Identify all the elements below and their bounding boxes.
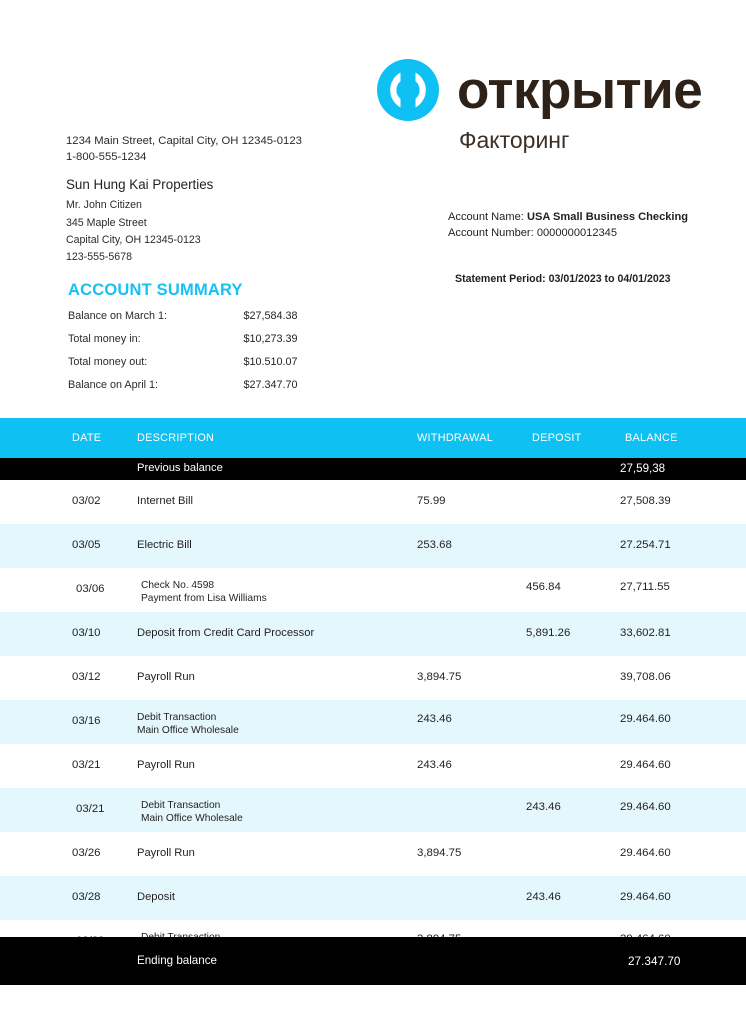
description-line-1: Deposit from Credit Card Processor [137,627,315,639]
customer-address-block [66,176,213,266]
table-row[interactable] [0,832,746,876]
cell-balance: 29.464.60 [620,891,671,903]
customer-city-state-zip: Capital City, OH 12345-0123 [66,233,201,246]
cell-withdrawal: 243.46 [417,713,452,725]
transaction-table-header [0,418,746,458]
table-row[interactable] [0,876,746,920]
cell-balance: 29.464.60 [620,801,671,813]
account-summary-title: ACCOUNT SUMMARY [68,281,243,299]
table-row[interactable] [0,656,746,700]
description-line-1: Payroll Run [137,759,195,771]
column-header-deposit: DEPOSIT [532,432,582,444]
description-line-1: Electric Bill [137,539,192,551]
cell-description [141,579,267,606]
account-summary-table [68,305,308,397]
summary-value: $10.510.07 [243,356,298,369]
ending-balance-amount: 27.347.70 [628,954,681,968]
cell-description [137,627,314,641]
cell-description [141,799,243,826]
transaction-table [0,418,746,964]
description-line-2: Main Office Wholesale [141,813,243,825]
table-row[interactable] [0,568,746,612]
cell-date: 03/05 [72,539,101,551]
description-line-1: Debit Transaction [137,712,217,723]
summary-label: Balance on April 1: [68,379,159,392]
cell-balance: 27,508.39 [620,495,671,507]
cell-balance: 27.254.71 [620,539,671,551]
cell-deposit: 456.84 [526,581,561,593]
previous-balance-row [0,458,746,480]
cell-date: 03/28 [72,891,101,903]
summary-row [68,305,308,328]
cell-date: 03/16 [72,715,101,727]
transaction-rows [0,480,746,964]
table-row[interactable] [0,700,746,744]
previous-balance-label: Previous balance [137,462,223,474]
cell-description [137,711,239,738]
table-row[interactable] [0,788,746,832]
description-line-1: Deposit [137,891,175,903]
cell-date: 03/26 [72,847,101,859]
customer-street: 345 Maple Street [66,216,147,229]
customer-contact: Mr. John Citizen [66,199,142,212]
account-name-label: Account Name: [448,211,524,223]
cell-date: 03/06 [76,583,105,595]
bank-address-line-2: 1-800-555-1234 [66,150,147,163]
cell-description [137,891,175,905]
description-line-2: Payment from Lisa Williams [141,593,267,605]
brand-logo [376,58,702,122]
cell-balance: 29.464.60 [620,713,671,725]
cell-description [137,539,192,553]
cell-withdrawal: 243.46 [417,759,452,771]
bank-address [66,134,302,165]
cell-deposit: 243.46 [526,891,561,903]
summary-value: $27.347.70 [243,379,298,392]
bank-address-line-1: 1234 Main Street, Capital City, OH 12345-0123 [66,135,302,147]
account-meta [448,210,688,242]
summary-label: Balance on March 1: [68,310,168,323]
column-header-balance: BALANCE [625,432,678,444]
table-row[interactable] [0,524,746,568]
summary-value: $27,584.38 [243,310,298,323]
cell-date: 03/02 [72,495,101,507]
account-name-value: USA Small Business Checking [526,211,689,223]
account-number-label: Account Number: [448,226,534,239]
cell-withdrawal: 75.99 [417,495,446,507]
cell-date: 03/21 [76,803,105,815]
cell-description [137,495,193,509]
account-number-value: 0000000012345 [536,226,618,239]
cell-date: 03/10 [72,627,101,639]
cell-deposit: 5,891.26 [526,627,571,639]
table-row[interactable] [0,480,746,524]
cell-balance: 39,708.06 [620,671,671,683]
previous-balance-amount: 27,59,38 [620,462,666,475]
summary-row [68,351,308,374]
brand-subtitle: Факторинг [459,127,570,153]
summary-label: Total money out: [68,356,148,369]
cell-deposit: 243.46 [526,801,561,813]
cell-balance: 29.464.60 [620,847,671,859]
column-header-withdrawal: WITHDRAWAL [417,432,494,444]
otkritie-circle-logo-icon [376,58,440,122]
cell-date: 03/21 [72,759,101,771]
account-name-row [448,210,688,226]
summary-label: Total money in: [68,333,141,346]
summary-value: $10,273.39 [243,333,298,346]
description-line-2: Main Office Wholesale [137,725,239,737]
column-header-description: DESCRIPTION [137,432,215,444]
description-line-1: Check No. 4598 [141,580,215,591]
cell-balance: 29.464.60 [620,759,671,771]
account-number-row [448,226,688,242]
description-line-1: Debit Transaction [141,800,221,811]
table-row[interactable] [0,744,746,788]
cell-description [137,759,195,773]
ending-balance-row [0,937,746,985]
table-row[interactable] [0,612,746,656]
column-header-date: DATE [72,432,102,444]
customer-company: Sun Hung Kai Properties [66,177,214,192]
cell-balance: 33,602.81 [620,627,671,639]
cell-balance: 27,711.55 [620,581,670,593]
summary-row [68,328,308,351]
cell-withdrawal: 3,894.75 [417,671,462,683]
cell-date: 03/12 [72,671,101,683]
cell-withdrawal: 3,894.75 [417,847,462,859]
statement-period: Statement Period: 03/01/2023 to 04/01/2023 [455,273,671,285]
summary-row [68,374,308,397]
brand-wordmark: открытие [457,60,703,120]
description-line-1: Payroll Run [137,847,195,859]
description-line-1: Payroll Run [137,671,195,683]
customer-phone: 123-555-5678 [66,250,132,263]
ending-balance-label: Ending balance [137,954,217,967]
cell-description [137,847,195,861]
description-line-1: Internet Bill [137,495,193,507]
cell-description [137,671,195,685]
cell-withdrawal: 253.68 [417,539,452,551]
